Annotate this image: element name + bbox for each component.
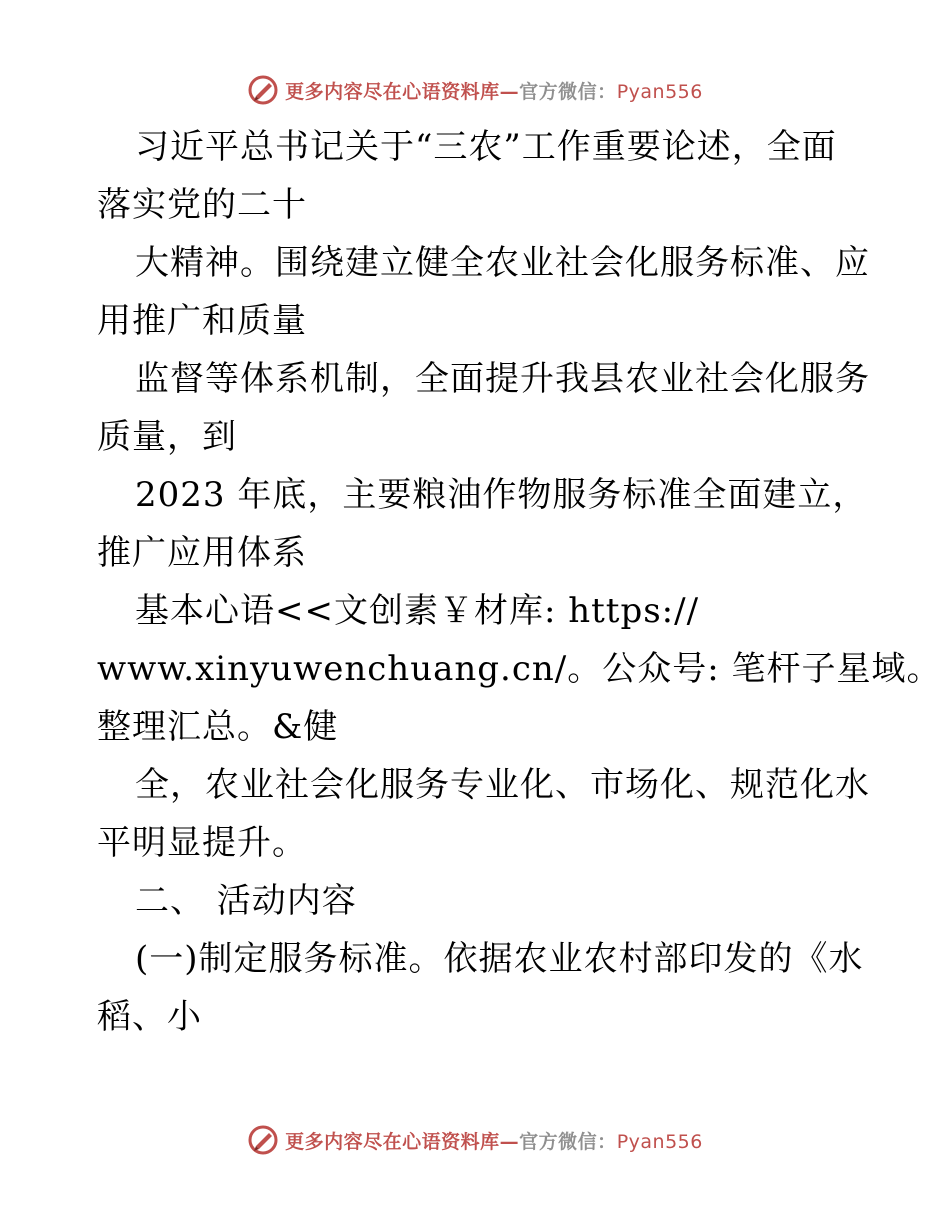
watermark-title: 更多内容尽在心语资料库 (285, 80, 500, 103)
text-line: 基本心语<<文创素￥材库: https:// (135, 591, 700, 631)
watermark-separator: — (499, 80, 520, 103)
pen-logo-icon (247, 1124, 279, 1156)
watermark-text (285, 77, 703, 104)
watermark-title: 更多内容尽在心语资料库 (285, 1130, 500, 1153)
watermark-official: 官方微信： (519, 80, 617, 103)
text-line: 全，农业社会化服务专业化、市场化、规范化水 (135, 765, 870, 805)
section-heading: 二、 活动内容 (135, 881, 357, 921)
document-body (97, 118, 942, 1046)
text-line: 推广应用体系 (97, 533, 307, 573)
watermark-wechat-id: Pyan556 (616, 1130, 703, 1153)
text-line: 大精神。围绕建立健全农业社会化服务标准、应 (135, 243, 870, 283)
text-line: 稻、小 (97, 997, 202, 1037)
header-watermark (0, 72, 950, 108)
watermark-text (285, 1127, 703, 1154)
watermark-wechat-id: Pyan556 (616, 80, 703, 103)
watermark-separator: — (499, 1130, 520, 1153)
text-line: 2023 年底，主要粮油作物服务标准全面建立， (135, 475, 868, 515)
text-line: 平明显提升。 (97, 823, 307, 863)
text-line: 质量，到 (97, 417, 237, 457)
text-line: 监督等体系机制，全面提升我县农业社会化服务 (135, 359, 870, 399)
text-line: 整理汇总。&健 (97, 707, 339, 747)
text-line: (一)制定服务标准。依据农业农村部印发的《水 (135, 939, 864, 979)
text-line: www.xinyuwenchuang.cn/。公众号: 笔杆子星域。 (97, 649, 942, 689)
text-line: 落实党的二十 (97, 185, 307, 225)
footer-watermark (0, 1122, 950, 1158)
watermark-official: 官方微信： (519, 1130, 617, 1153)
pen-logo-icon (247, 74, 279, 106)
text-line: 用推广和质量 (97, 301, 307, 341)
text-line: 习近平总书记关于“三农”工作重要论述，全面 (135, 127, 837, 167)
